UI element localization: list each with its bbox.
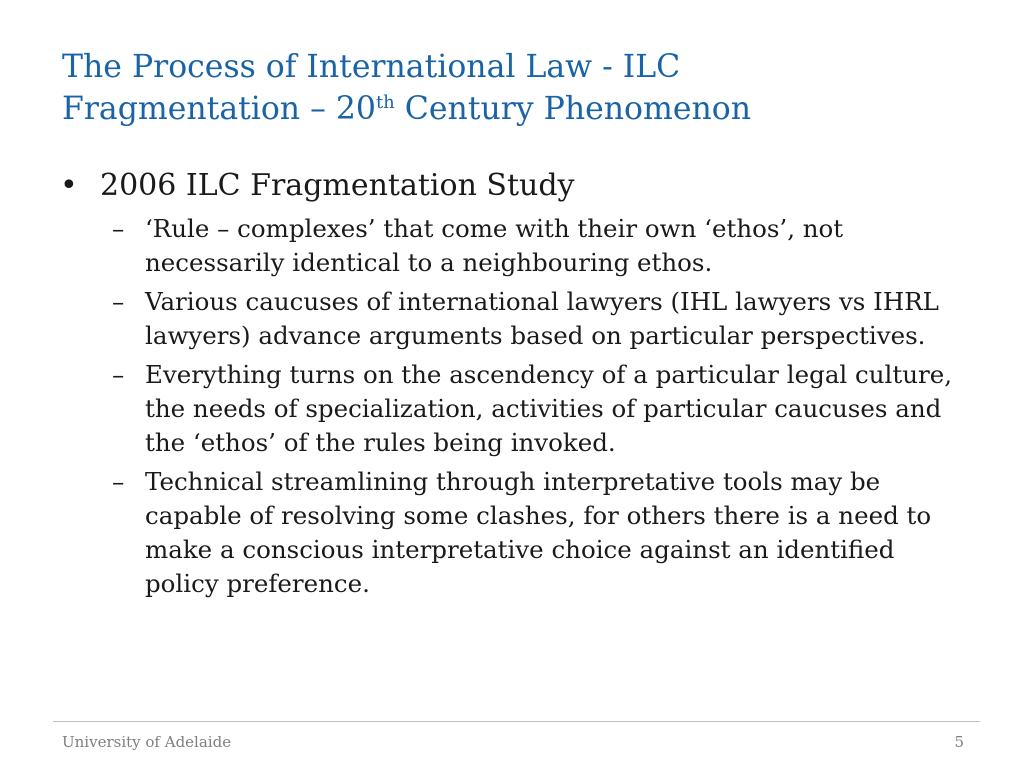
sub-bullet-item [60, 212, 970, 280]
title-line-2 [62, 91, 751, 127]
bullet-icon: • [60, 168, 78, 203]
footer-organization: University of Adelaide [62, 733, 232, 751]
footer-divider [53, 721, 980, 722]
dash-icon: – [112, 467, 125, 496]
bullet-text: 2006 ILC Fragmentation Study [100, 168, 575, 203]
sub-bullet-item [60, 285, 970, 353]
title-line-1: The Process of International Law - ILC [62, 49, 681, 85]
slide-title [62, 46, 982, 130]
dash-icon: – [112, 360, 125, 389]
title-line-2-end: Century Phenomenon [394, 91, 752, 127]
sub-bullet-list [60, 212, 970, 601]
bullet-item [60, 166, 970, 206]
title-line-2-start: Fragmentation – 20 [62, 91, 376, 127]
sub-bullet-text: ‘Rule – complexes’ that come with their own ‘ethos’, not necessarily identical to a neighbouring ethos. [145, 214, 844, 277]
sub-bullet-item [60, 358, 970, 460]
sub-bullet-text: Everything turns on the ascendency of a particular legal culture, the needs of specialization, activities of particular caucuses and the ‘ethos’ of the rules being invoked. [145, 360, 953, 457]
page-number: 5 [954, 733, 964, 751]
slide-content [60, 166, 970, 606]
title-superscript: th [375, 92, 395, 113]
sub-bullet-item [60, 465, 970, 601]
sub-bullet-text: Technical streamlining through interpretative tools may be capable of resolving some clashes, for others there is a need to make a conscious interpretative choice against an identified policy preference. [145, 467, 932, 598]
sub-bullet-text: Various caucuses of international lawyers (IHL lawyers vs IHRL lawyers) advance arguments based on particular perspectives. [145, 287, 939, 350]
dash-icon: – [112, 214, 125, 243]
dash-icon: – [112, 287, 125, 316]
